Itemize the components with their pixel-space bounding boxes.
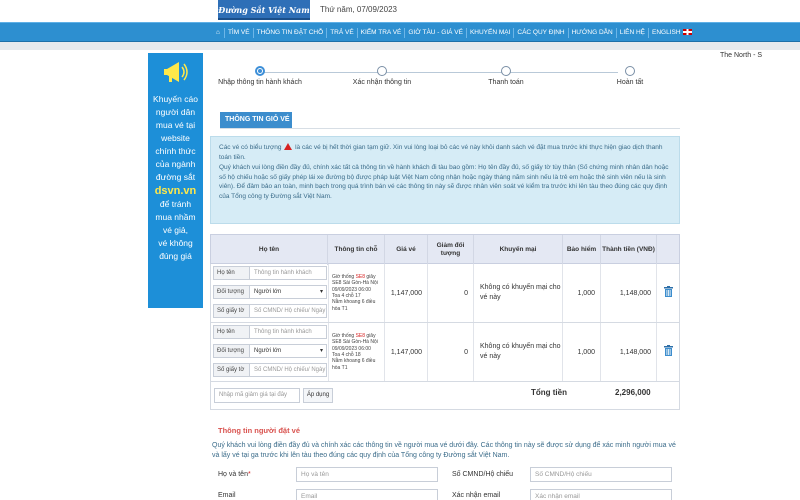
- trip-details: [329, 333, 378, 371]
- field-value: Người lớn: [254, 289, 282, 295]
- buyer-email-confirm-label: Xác nhận email: [452, 492, 501, 499]
- step-label: Nhập thông tin hành khách: [218, 79, 302, 86]
- step-label: Xác nhận thông tin: [352, 79, 412, 86]
- field-placeholder: Số CMND/ Hộ chiếu/ Ngày: [254, 367, 326, 373]
- nav-item-lien-he[interactable]: LIÊN HỆ: [617, 28, 649, 38]
- info-text: là các vé bị hết thời gian tạm giữ. Xin vui lòng loại bỏ các vé này khỏi danh sách vé đặt mua trước khi thực hiện giao dịch thanh toán tiền.: [219, 144, 663, 161]
- info-paragraph-2: Quý khách vui lòng điền đầy đủ, chính xác tất cả thông tin về hành khách đi tàu bao gồm: Họ tên đầy đủ, số giấy tờ tùy thân (Số chứng minh nhân dân hoặc số hộ chiếu hoặc số giấy phép lái xe đường bộ được pháp luật Việt Nam công nhận hoặc ngày tháng năm sinh nếu là trẻ em hoặc thẻ sinh viên nếu là sinh viên). Để đảm bảo an toàn, minh bạch trong quá trình bán vé các thông tin này sẽ được nhân viên soát vé kiểm tra trước khi lên tàu theo đúng các quy định của Tổng công ty Đường sắt Việt Nam.: [219, 164, 669, 200]
- main-nav: [0, 22, 800, 42]
- table-row: [210, 323, 680, 382]
- row-total: 1,148,000: [601, 264, 657, 322]
- step-dot-active: [255, 66, 265, 76]
- uk-flag-icon: [683, 29, 692, 35]
- field-label: Số giấy tờ: [214, 364, 250, 376]
- insurance-value: 1,000: [563, 323, 601, 381]
- step-label: Hoàn tất: [616, 79, 644, 86]
- banner-line: vé giả,: [162, 225, 189, 235]
- table-footer: [210, 382, 680, 410]
- buyer-section-title: Thông tin người đặt vé: [218, 426, 301, 435]
- promo-text: Không có khuyến mại cho vé này: [480, 343, 561, 360]
- field-placeholder: Số CMND/ Hộ chiếu/ Ngày: [254, 308, 326, 314]
- passenger-name-field[interactable]: [213, 325, 327, 339]
- nav-item-english[interactable]: [649, 28, 695, 38]
- banner-line: của ngành: [155, 159, 196, 169]
- banner-line: đường sắt: [155, 172, 196, 182]
- table-header: [210, 234, 680, 264]
- field-placeholder: Thông tin hành khách: [254, 270, 312, 276]
- trash-icon[interactable]: [664, 345, 673, 356]
- ticket-price: 1,147,000: [385, 323, 428, 381]
- buyer-section-desc: Quý khách vui lòng điền đầy đủ và chính xác các thông tin về người mua vé dưới đây. Các thông tin này sẽ được sử dụng để xác minh người mua vé và lấy vé tại ga trước khi lên tàu theo đúng các quy định của Tổng công ty Đường sắt Việt Nam.: [212, 442, 676, 459]
- passenger-id-field[interactable]: [213, 304, 327, 318]
- grand-total-value: 2,296,000: [615, 388, 651, 397]
- buyer-email-confirm-input[interactable]: Xác nhận email: [530, 489, 672, 500]
- buyer-name-input[interactable]: Họ và tên: [296, 467, 438, 482]
- english-label: ENGLISH: [652, 28, 681, 36]
- trip-line: SE8 Sài Gòn-Hà Nội: [332, 339, 378, 346]
- trip-line: hòa T1: [332, 364, 348, 371]
- promo-cell: [474, 323, 563, 381]
- nav-item-tim-ve[interactable]: TÌM VÉ: [225, 28, 254, 38]
- ticket-cart-table: [210, 234, 680, 398]
- buyer-name-label: [218, 471, 251, 478]
- home-icon[interactable]: ⌂: [212, 28, 225, 38]
- table-row: [210, 264, 680, 323]
- banner-site[interactable]: dsvn.vn: [154, 185, 197, 197]
- trash-icon[interactable]: [664, 286, 673, 297]
- warning-banner: [148, 53, 203, 308]
- warning-icon: [284, 143, 292, 150]
- nav-item-huong-dan[interactable]: HƯỚNG DẪN: [569, 28, 617, 38]
- nav-divider: [0, 42, 800, 50]
- promo-cell: [474, 264, 563, 322]
- section-divider: [220, 128, 680, 129]
- trip-highlight: SE8: [355, 273, 366, 280]
- steps-line: [258, 72, 618, 73]
- info-paragraph-1: [219, 143, 671, 162]
- step-dot: [501, 66, 511, 76]
- trip-text: giây: [365, 332, 376, 339]
- section-title: THÔNG TIN GIỎ VÉ: [220, 112, 292, 128]
- seat-info: [328, 323, 385, 381]
- nav-item-cac-quy-dinh[interactable]: CÁC QUY ĐỊNH: [514, 28, 568, 38]
- banner-line: mua vé tại: [155, 120, 196, 130]
- step-dot: [377, 66, 387, 76]
- field-placeholder: Thông tin hành khách: [254, 329, 312, 335]
- step-1: [210, 66, 310, 86]
- nav-menu: [212, 23, 695, 42]
- trip-line: 09/09/2023 06:00: [332, 345, 371, 352]
- progress-steps: [210, 64, 670, 94]
- col-header-price: Giá vé: [385, 235, 428, 265]
- banner-line: người dân: [155, 107, 196, 117]
- seat-info: [328, 264, 385, 322]
- site-logo[interactable]: Đường Sắt Việt Nam: [218, 0, 310, 20]
- nav-item-khuyen-mai[interactable]: KHUYẾN MẠI: [467, 28, 514, 38]
- step-3: [456, 66, 556, 86]
- field-value: Người lớn: [254, 348, 282, 354]
- marquee-text: The North - S: [720, 52, 763, 59]
- step-2: [332, 66, 432, 86]
- col-header-insurance: Bảo hiểm: [563, 235, 601, 265]
- trip-line: hòa T1: [332, 305, 348, 312]
- col-header-discount: Giảm đối tượng: [428, 235, 474, 265]
- trip-line: Toa 4 chỗ 17: [332, 293, 361, 299]
- col-header-total: Thành tiền (VNĐ): [601, 235, 657, 265]
- trip-text: giây: [365, 273, 376, 280]
- buyer-id-input[interactable]: Số CMND/Hộ chiếu: [530, 467, 672, 482]
- trip-line: SE8 Sài Gòn-Hà Nội: [332, 280, 378, 287]
- apply-voucher-button[interactable]: Áp dụng: [303, 388, 333, 403]
- promo-text: Không có khuyến mại cho vé này: [480, 284, 561, 301]
- banner-line: mua nhầm: [155, 212, 196, 222]
- row-total: 1,148,000: [601, 323, 657, 381]
- chevron-down-icon: ▾: [319, 348, 323, 354]
- insurance-value: 1,000: [563, 264, 601, 322]
- nav-item-gio-tau-gia-ve[interactable]: GIỜ TÀU - GIÁ VÉ: [405, 28, 467, 38]
- nav-item-tra-ve[interactable]: TRẢ VÉ: [327, 28, 357, 38]
- banner-line: đúng giá: [159, 251, 192, 261]
- ticket-price: 1,147,000: [385, 264, 428, 322]
- step-label: Thanh toán: [488, 79, 524, 86]
- discount-value: 0: [428, 323, 474, 381]
- passenger-type-select[interactable]: [213, 344, 327, 358]
- banner-line: Khuyến cáo: [153, 94, 198, 104]
- col-header-promo: Khuyến mại: [474, 235, 563, 265]
- passenger-name-field[interactable]: [213, 266, 327, 280]
- megaphone-icon: [161, 57, 191, 87]
- info-box: [210, 136, 680, 224]
- voucher-input[interactable]: Nhập mã giảm giá tại đây: [214, 388, 300, 403]
- buyer-id-label: Số CMND/Hộ chiếu: [452, 471, 514, 478]
- top-header: [0, 0, 800, 22]
- trip-line: 09/09/2023 06:00: [332, 286, 371, 293]
- field-label: Họ tên: [214, 267, 250, 279]
- trip-line: Nằm khoang 6 điều: [332, 358, 376, 365]
- label-text: Họ và tên: [218, 471, 248, 478]
- info-text: Các vé có biểu tượng: [219, 144, 282, 151]
- passenger-id-field[interactable]: [213, 363, 327, 377]
- current-date: Thứ năm, 07/09/2023: [320, 5, 397, 14]
- step-4: [580, 66, 680, 86]
- nav-item-kiem-tra-ve[interactable]: KIỂM TRA VÉ: [358, 28, 406, 38]
- buyer-email-input[interactable]: Email: [296, 489, 438, 500]
- col-header-name: Họ tên: [211, 235, 328, 265]
- trip-details: [329, 274, 378, 312]
- field-label: Họ tên: [214, 326, 250, 338]
- banner-line: website: [161, 133, 190, 143]
- passenger-type-select[interactable]: [213, 285, 327, 299]
- step-dot: [625, 66, 635, 76]
- trip-text: Giờ thống: [332, 273, 356, 280]
- banner-line: chính thức: [155, 146, 196, 156]
- trip-line: Nằm khoang 6 điều: [332, 299, 376, 306]
- field-label: Số giấy tờ: [214, 305, 250, 317]
- buyer-email-label: Email: [218, 492, 236, 499]
- required-mark: *: [247, 471, 251, 478]
- field-label: Đối tượng: [214, 345, 250, 357]
- grand-total-label: Tổng tiền: [531, 388, 567, 397]
- nav-item-thong-tin-dat-cho[interactable]: THÔNG TIN ĐẶT CHỖ: [254, 28, 328, 38]
- banner-line: vé không: [158, 238, 193, 248]
- field-label: Đối tượng: [214, 286, 250, 298]
- trip-text: Giờ thống: [332, 332, 356, 339]
- col-header-seat: Thông tin chỗ: [328, 235, 385, 265]
- banner-line: để tránh: [159, 199, 192, 209]
- chevron-down-icon: ▾: [319, 289, 323, 295]
- trip-highlight: SE8: [355, 332, 366, 339]
- trip-line: Toa 4 chỗ 18: [332, 352, 361, 358]
- discount-value: 0: [428, 264, 474, 322]
